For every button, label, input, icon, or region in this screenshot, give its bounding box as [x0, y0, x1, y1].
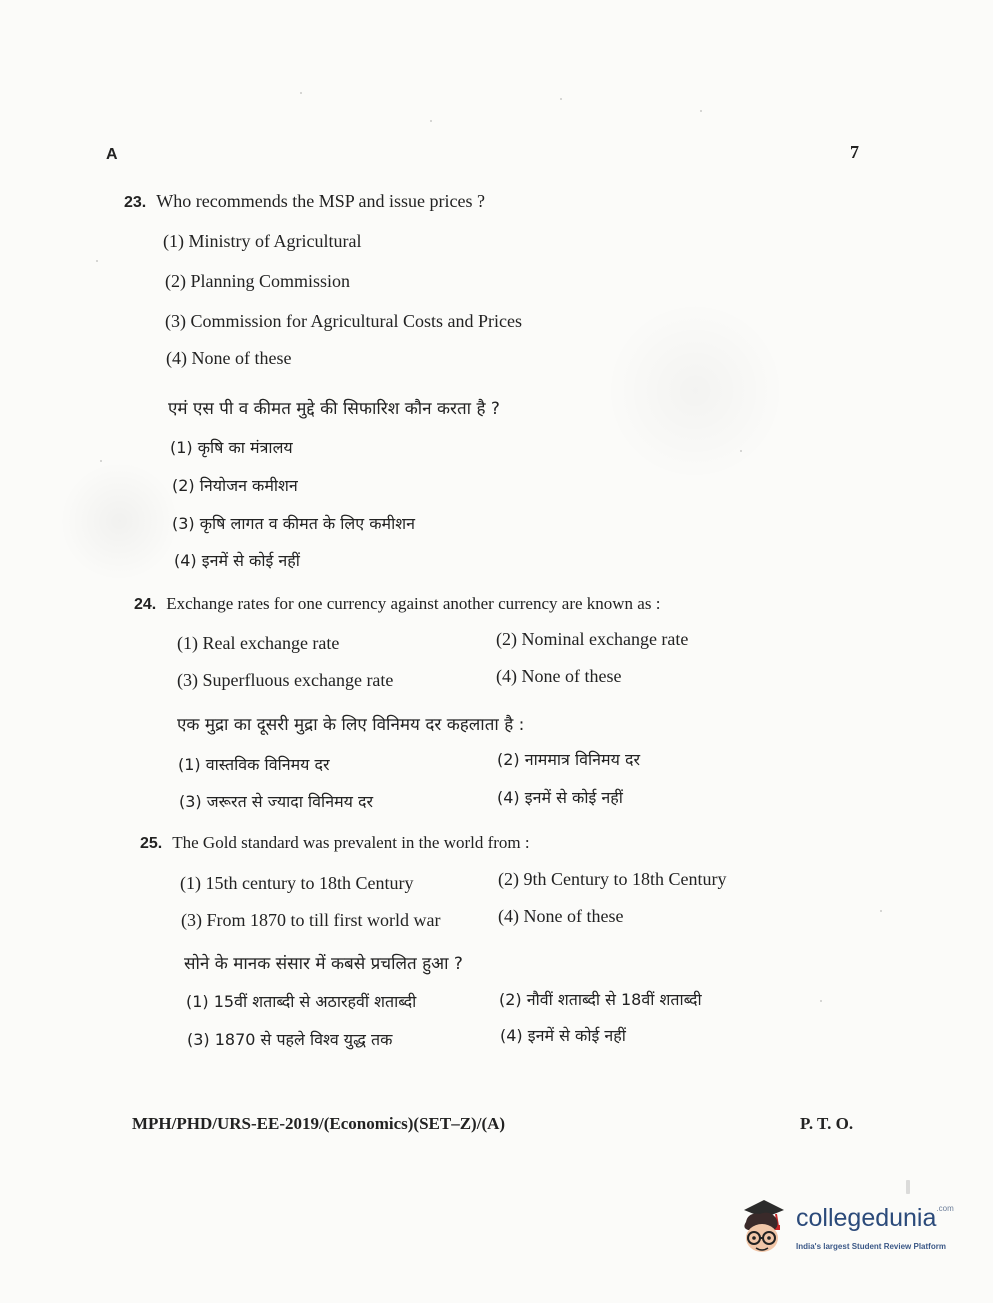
q24-option-1-en: (1) Real exchange rate — [177, 633, 340, 653]
q24-option-4-hi: (4) इनमें से कोई नहीं — [497, 788, 623, 807]
question-23-hi: एमं एस पी व कीमत मुद्दे की सिफारिश कौन करता है ? — [168, 399, 500, 419]
q24-option-2-hi: (2) नाममात्र विनिमय दर — [497, 750, 641, 769]
q24-option-3-hi: (3) जरूरत से ज्यादा विनिमय दर — [179, 792, 374, 811]
scan-speck — [430, 120, 432, 122]
paper-code: MPH/PHD/URS-EE-2019/(Economics)(SET–Z)/(A) — [132, 1114, 506, 1133]
q24-option-3-en: (3) Superfluous exchange rate — [177, 670, 394, 690]
question-25-en — [140, 833, 530, 853]
question-24-en — [134, 594, 660, 614]
scan-speck — [906, 1180, 910, 1194]
scan-speck — [560, 98, 562, 100]
scan-speck — [880, 910, 882, 912]
question-number: 23. — [124, 194, 147, 211]
q23-option-2-en: (2) Planning Commission — [165, 271, 351, 291]
brand-name: collegedunia$^{.com}$ — [796, 1204, 954, 1232]
q25-option-3-en: (3) From 1870 to till first world war — [181, 910, 441, 930]
question-23-en — [124, 191, 485, 212]
q25-option-1-en: (1) 15th century to 18th Century — [180, 873, 414, 893]
q23-option-3-en: (3) Commission for Agricultural Costs and Prices — [165, 311, 522, 331]
question-24-hi: एक मुद्रा का दूसरी मुद्रा के लिए विनिमय दर कहलाता है : — [177, 715, 525, 735]
scan-speck — [96, 260, 98, 262]
q25-option-1-hi: (1) 15वीं शताब्दी से अठारहवीं शताब्दी — [186, 992, 417, 1011]
collegedunia-watermark — [738, 1196, 968, 1260]
scan-speck — [100, 460, 102, 462]
q25-option-4-hi: (4) इनमें से कोई नहीं — [500, 1026, 626, 1045]
question-text: Exchange rates for one currency against another currency are known as : — [166, 594, 661, 613]
q25-option-2-en: (2) 9th Century to 18th Century — [498, 869, 727, 889]
q24-option-1-hi: (1) वास्तविक विनिमय दर — [178, 755, 330, 774]
q25-option-3-hi: (3) 1870 से पहले विश्व युद्ध तक — [187, 1030, 393, 1049]
set-letter: A — [106, 146, 118, 163]
q25-option-4-en: (4) None of these — [498, 906, 624, 926]
q24-option-4-en: (4) None of these — [496, 666, 622, 686]
brand-tagline: India's largest Student Review Platform — [796, 1242, 946, 1251]
q25-option-2-hi: (2) नौवीं शताब्दी से 18वीं शताब्दी — [499, 990, 702, 1009]
q23-option-4-en: (4) None of these — [166, 348, 292, 368]
q23-option-3-hi: (3) कृषि लागत व कीमत के लिए कमीशन — [172, 514, 415, 533]
q24-option-2-en: (2) Nominal exchange rate — [496, 629, 689, 649]
question-text: Who recommends the MSP and issue prices ? — [156, 191, 486, 211]
question-25-hi: सोने के मानक संसार में कबसे प्रचलित हुआ ? — [184, 954, 463, 974]
question-number: 24. — [134, 596, 157, 613]
q23-option-1-en: (1) Ministry of Agricultural — [163, 231, 362, 251]
question-number: 25. — [140, 835, 163, 852]
q23-option-4-hi: (4) इनमें से कोई नहीं — [174, 551, 300, 570]
scan-speck — [740, 450, 742, 452]
q23-option-2-hi: (2) नियोजन कमीशन — [172, 476, 298, 495]
question-text: The Gold standard was prevalent in the world from : — [172, 833, 530, 852]
please-turn-over: P. T. O. — [800, 1114, 854, 1133]
page-number: 7 — [850, 142, 859, 162]
scan-speck — [300, 92, 302, 94]
scan-speck — [700, 110, 702, 112]
scan-speck — [820, 1000, 822, 1002]
mascot-logo-icon — [738, 1196, 794, 1256]
q23-option-1-hi: (1) कृषि का मंत्रालय — [170, 438, 293, 457]
